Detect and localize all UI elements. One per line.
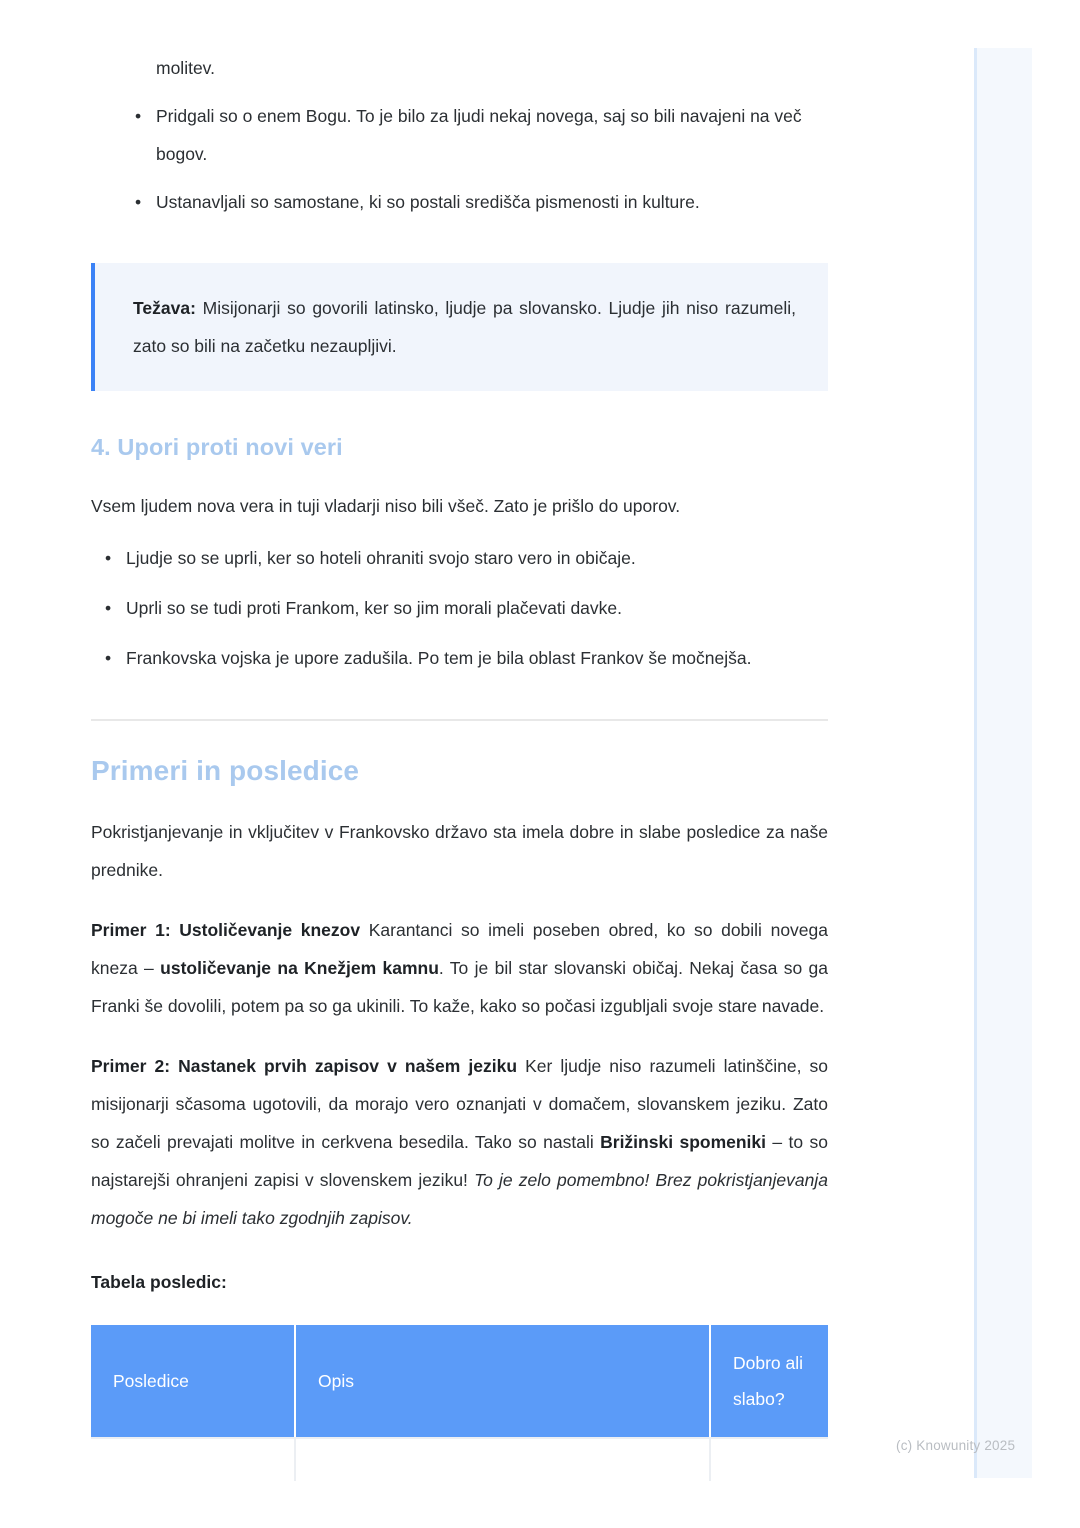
right-side-panel <box>974 48 1032 1478</box>
list-item-text: Ustanavljali so samostane, ki so postali središča pismenosti in kulture. <box>156 192 700 212</box>
document-body <box>91 0 828 1481</box>
top-bullet-list <box>91 97 828 221</box>
example-1-text-c: . To je bil star slovanski običaj. Nekaj časa so ga Franki še dovolili, potem pa so ga ukinili. To kaže, kako so počasi izgubljali svoje stare navade. <box>91 958 829 1016</box>
list-item <box>91 183 828 221</box>
list-item <box>91 639 828 677</box>
callout-box <box>91 263 828 391</box>
table-cell <box>296 1437 711 1481</box>
table-header-opis: Opis <box>296 1325 711 1437</box>
section-heading-4: 4. Upori proti novi veri <box>91 434 343 460</box>
continued-paragraph: molitev. <box>156 58 215 78</box>
watermark-text: (c) Knowunity 2025 <box>896 1438 1016 1453</box>
table-header-dobro-ali-slabo: Dobro ali slabo? <box>711 1325 828 1437</box>
list-item-text: Pridgali so o enem Bogu. To je bilo za ljudi nekaj novega, saj so bili navajeni na več bogov. <box>156 106 802 164</box>
table-cell <box>91 1437 296 1481</box>
bullet-icon: • <box>135 106 142 126</box>
list-item <box>91 97 828 173</box>
list-item <box>91 589 828 627</box>
bullet-icon: • <box>105 648 112 668</box>
example-1-paragraph <box>91 911 828 1025</box>
callout-body: Misijonarji so govorili latinsko, ljudje pa slovansko. Ljudje jih niso razumeli, zato so bili na začetku nezaupljivi. <box>133 298 796 356</box>
table-header-posledice: Posledice <box>91 1325 296 1437</box>
table-cell <box>711 1437 828 1481</box>
list-item-text: Ljudje so se uprli, ker so hoteli ohraniti svojo staro vero in običaje. <box>126 548 636 568</box>
list-item-text: Frankovska vojska je upore zadušila. Po tem je bila oblast Frankov še močnejša. <box>126 648 752 668</box>
examples-intro: Pokristjanjevanje in vključitev v Frankovsko državo sta imela dobre in slabe posledice za naše prednike. <box>91 822 828 880</box>
list-item-text: Uprli so se tudi proti Frankom, ker so jim morali plačevati davke. <box>126 598 623 618</box>
example-2-paragraph <box>91 1047 828 1237</box>
bullet-icon: • <box>105 598 112 618</box>
consequences-table <box>91 1325 828 1481</box>
example-1-bold-term: ustoličevanje na Knežjem kamnu <box>160 958 439 978</box>
example-2-text-c: – to so najstarejši ohranjeni zapisi v slovenskem jeziku! <box>91 1132 828 1190</box>
section-4-bullet-list <box>91 539 828 677</box>
example-2-bold-term: Brižinski spomeniki <box>600 1132 767 1152</box>
table-caption: Tabela posledic: <box>91 1272 227 1292</box>
table-row <box>91 1437 828 1481</box>
callout-text <box>133 289 796 365</box>
bullet-icon: • <box>105 548 112 568</box>
list-item <box>91 539 828 577</box>
section-divider <box>91 719 828 721</box>
example-1-lead: Primer 1: Ustoličevanje knezov <box>91 920 361 940</box>
example-2-italic-note: To je zelo pomembno! Brez pokristjanjevanja mogoče ne bi imeli tako zgodnjih zapisov. <box>91 1170 828 1228</box>
examples-heading: Primeri in posledice <box>91 755 360 786</box>
table-header-row <box>91 1325 828 1437</box>
bullet-icon: • <box>135 192 142 212</box>
example-2-lead: Primer 2: Nastanek prvih zapisov v našem jeziku <box>91 1056 518 1076</box>
callout-label: Težava: <box>133 298 196 318</box>
example-2-text-a: Ker ljudje niso razumeli latinščine, so misijonarji sčasoma ugotovili, da morajo vero oznanjati v domačem, slovanskem jeziku. Zato so začeli prevajati molitve in cerkvena besedila. Tako so nastali <box>91 1056 828 1152</box>
section-4-intro: Vsem ljudem nova vera in tuji vladarji niso bili všeč. Zato je prišlo do uporov. <box>91 496 681 516</box>
example-1-text-a: Karantanci so imeli poseben obred, ko so dobili novega kneza – <box>91 920 828 978</box>
